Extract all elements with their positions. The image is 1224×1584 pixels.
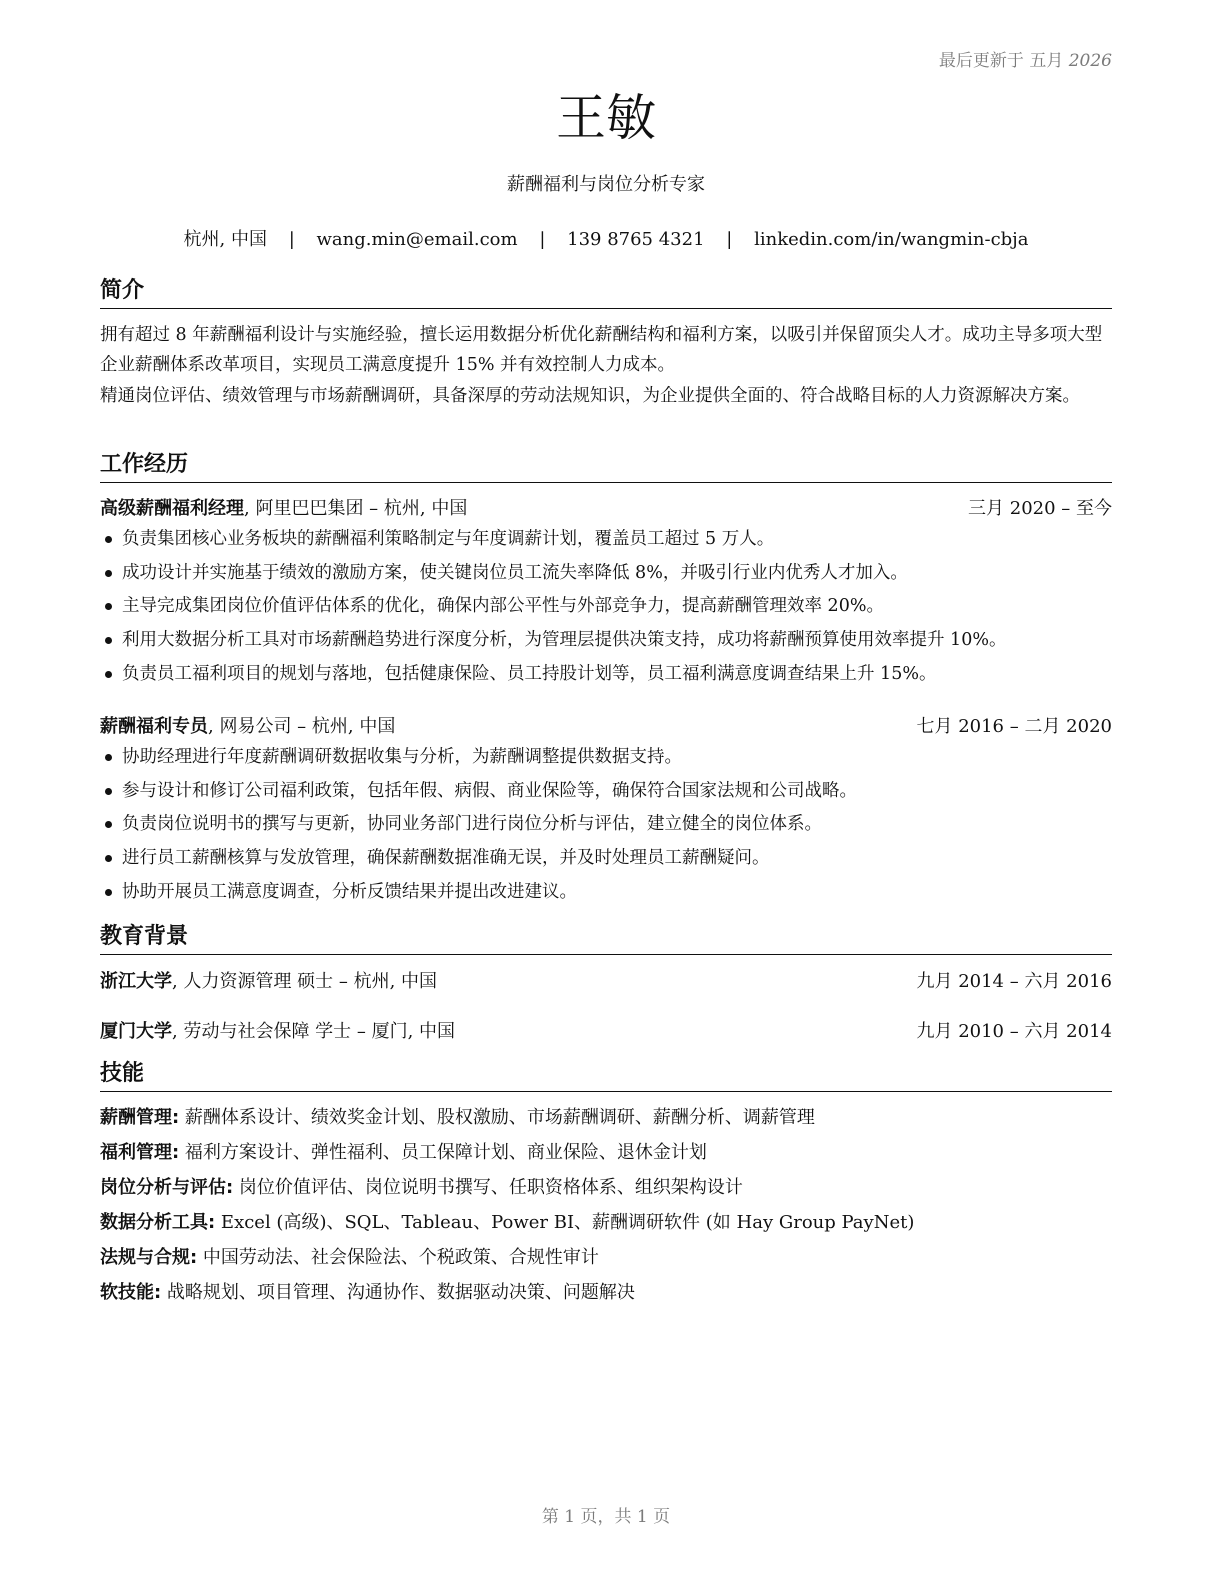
- list-item: 参与设计和修订公司福利政策，包括年假、病假、商业保险等，确保符合国家法规和公司战略。: [100, 776, 1112, 810]
- job-company: , 阿里巴巴集团 – 杭州, 中国: [244, 498, 468, 519]
- job-header: [100, 713, 1112, 741]
- list-item: 负责集团核心业务板块的薪酬福利策略制定与年度调薪计划，覆盖员工超过 5 万人。: [100, 524, 1112, 558]
- skill-line: [100, 1244, 1112, 1272]
- skill-label: 福利管理:: [100, 1142, 180, 1163]
- skill-value: Excel (高级)、SQL、Tableau、Power BI、薪酬调研软件 (如 Hay Group PayNet): [215, 1212, 915, 1233]
- headline: 薪酬福利与岗位分析专家: [507, 174, 705, 195]
- contact-line: [100, 225, 1112, 251]
- skill-value: 薪酬体系设计、绩效奖金计划、股权激励、市场薪酬调研、薪酬分析、调薪管理: [179, 1107, 815, 1128]
- list-item: 协助经理进行年度薪酬调研数据收集与分析，为薪酬调整提供数据支持。: [100, 742, 1112, 776]
- skill-label: 岗位分析与评估:: [100, 1177, 234, 1198]
- job-role: 薪酬福利专员: [100, 716, 208, 737]
- skill-value: 福利方案设计、弹性福利、员工保障计划、商业保险、退休金计划: [179, 1142, 707, 1163]
- job-role: 高级薪酬福利经理: [100, 498, 244, 519]
- last-updated-label: 最后更新于 五月: [938, 51, 1064, 71]
- section-title-experience: 工作经历: [100, 450, 1112, 483]
- skill-line: [100, 1139, 1112, 1167]
- education-entry: [100, 968, 1112, 996]
- person-name: 王敏: [556, 89, 656, 147]
- job-bullets: [100, 524, 1112, 692]
- job-date: 三月 2020 – 至今: [968, 498, 1112, 519]
- contact-location: 杭州, 中国: [183, 229, 267, 250]
- list-item: 进行员工薪酬核算与发放管理，确保薪酬数据准确无误，并及时处理员工薪酬疑问。: [100, 843, 1112, 877]
- list-item: 成功设计并实施基于绩效的激励方案，使关键岗位员工流失率降低 8%，并吸引行业内优秀人才加入。: [100, 558, 1112, 592]
- contact-separator: |: [288, 229, 295, 250]
- list-item: 利用大数据分析工具对市场薪酬趋势进行深度分析，为管理层提供决策支持，成功将薪酬预算使用效率提升 10%。: [100, 625, 1112, 659]
- resume-page: [100, 0, 1112, 1584]
- section-title-education: 教育背景: [100, 922, 1112, 955]
- last-updated-year: 2026: [1068, 51, 1112, 71]
- education-entry: [100, 1018, 1112, 1046]
- education-date: 九月 2010 – 六月 2014: [916, 1021, 1112, 1042]
- contact-separator: |: [539, 229, 546, 250]
- skill-label: 薪酬管理:: [100, 1107, 180, 1128]
- job-date: 七月 2016 – 二月 2020: [916, 716, 1112, 737]
- skill-line: [100, 1104, 1112, 1132]
- degree: , 人力资源管理 硕士 – 杭州, 中国: [172, 971, 438, 992]
- skill-value: 岗位价值评估、岗位说明书撰写、任职资格体系、组织架构设计: [233, 1177, 743, 1198]
- section-title-summary: 简介: [100, 276, 1112, 309]
- skill-value: 战略规划、项目管理、沟通协作、数据驱动决策、问题解决: [161, 1282, 635, 1303]
- list-item: 协助开展员工满意度调查，分析反馈结果并提出改进建议。: [100, 877, 1112, 911]
- list-item: 负责岗位说明书的撰写与更新，协同业务部门进行岗位分析与评估，建立健全的岗位体系。: [100, 809, 1112, 843]
- job-company: , 网易公司 – 杭州, 中国: [208, 716, 396, 737]
- skill-line: [100, 1279, 1112, 1307]
- contact-email[interactable]: wang.min@email.com: [316, 229, 518, 250]
- last-updated: [939, 46, 1112, 71]
- contact-separator: |: [726, 229, 733, 250]
- education-date: 九月 2014 – 六月 2016: [916, 971, 1112, 992]
- skill-value: 中国劳动法、社会保险法、个税政策、合规性审计: [197, 1247, 599, 1268]
- degree: , 劳动与社会保障 学士 – 厦门, 中国: [172, 1021, 456, 1042]
- job-header: [100, 495, 1112, 523]
- summary-paragraph: 拥有超过 8 年薪酬福利设计与实施经验，擅长运用数据分析优化薪酬结构和福利方案，以吸引并保留顶尖人才。成功主导多项大型企业薪酬体系改革项目，实现员工满意度提升 15% 并有效控制人力成本。: [100, 325, 1103, 375]
- job-bullets: [100, 742, 1112, 910]
- contact-linkedin[interactable]: linkedin.com/in/wangmin-cbja: [754, 229, 1029, 250]
- school-name: 厦门大学: [100, 1021, 172, 1042]
- skill-line: [100, 1209, 1112, 1237]
- section-title-skills: 技能: [100, 1059, 1112, 1092]
- skill-label: 软技能:: [100, 1282, 162, 1303]
- list-item: 主导完成集团岗位价值评估体系的优化，确保内部公平性与外部竞争力，提高薪酬管理效率 20%。: [100, 591, 1112, 625]
- contact-phone: 139 8765 4321: [567, 229, 705, 250]
- page-number: 第 1 页，共 1 页: [541, 1507, 671, 1527]
- list-item: 负责员工福利项目的规划与落地，包括健康保险、员工持股计划等，员工福利满意度调查结果上升 15%。: [100, 659, 1112, 693]
- school-name: 浙江大学: [100, 971, 172, 992]
- summary-paragraph: 精通岗位评估、绩效管理与市场薪酬调研，具备深厚的劳动法规知识，为企业提供全面的、符合战略目标的人力资源解决方案。: [100, 386, 1080, 406]
- skill-label: 数据分析工具:: [100, 1212, 216, 1233]
- skill-line: [100, 1174, 1112, 1202]
- skill-label: 法规与合规:: [100, 1247, 198, 1268]
